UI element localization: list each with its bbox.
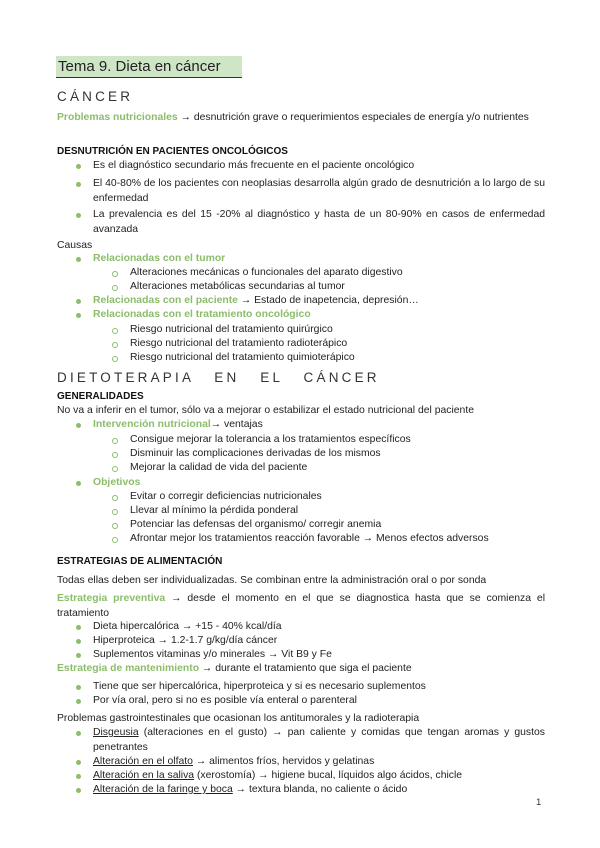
page-number: 1 xyxy=(536,797,542,808)
intro-text: → desnutrición grave o requerimientos especiales de energía y/o nutrientes xyxy=(177,112,529,123)
intro-paragraph xyxy=(57,111,545,126)
section-heading-dietoterapia: DIETOTERAPIA EN EL CÁNCER xyxy=(57,370,380,385)
section-heading-cancer: CÁNCER xyxy=(57,89,134,104)
preventiva-paragraph: Estrategia preventiva → desde el momento en el que se diagnostica hasta que se comienza el tratamiento xyxy=(57,593,546,619)
page-title: Tema 9. Dieta en cáncer xyxy=(56,56,242,78)
problemas-text: Problemas gastrointestinales que ocasionan los antitumorales y la radioterapia xyxy=(57,713,420,724)
generalidades-text: No va a inferir en el tumor, sólo va a mejorar o estabilizar el estado nutricional del paciente xyxy=(57,405,474,416)
document-page: Tema 9. Dieta en cáncer CÁNCER Problemas nutricionales → desnutrición grave o requerimientos especiales de energía y/o nutrientes DESNUTRICIÓN EN PACIENTES ONCOLÓGICOS Es el diagnóstico secundario más frecuente en el paciente oncológico El 40-80% de los pacientes con neoplasias desarrolla algún grado de desnutrición a lo largo de su enfermedad La prevalencia es del 15 -20% al diagnóstico y hasta de un 80-90% en casos de enfermedad avanzada Causas Relacionadas con el tumor Alteraciones mecánicas o funcionales del aparato digestivo Alteraciones metabólicas secundarias al tumor Relacionadas con el paciente → Estado de inapetencia, depresión… Relacionadas con el tratamiento oncológico Riesgo nutricional del tratamiento quirúrgico Riesgo nutricional del tratamiento radioterápico Riesgo nutricional del tratamiento quimioterápico DIETOTERAPIA EN EL CÁNCER GENERALIDADES No va a inferir en el tumor, sólo va a mejorar o estabilizar el estado nutricional del paciente Intervención nutricional→ ventajas Consigue mejorar la tolerancia a los tratamientos específicos Disminuir las complicaciones derivadas de los mismos Mejorar la calidad de vida del paciente Objetivos Evitar o corregir deficiencias nutricionales Llevar al mínimo la pérdida ponderal Potenciar las defensas del organismo/ corregir anemia Afrontar mejor los tratamientos reacción favorable → Menos efectos adversos ESTRATEGIAS DE ALIMENTACIÓN Todas ellas deben ser individualizadas. Se combinan entre la administración oral o por sonda Estrategia preventiva → desde el momento en el que se diagnostica hasta que se comienza el tratamiento Dieta hipercalórica → +15 - 40% kcal/día Hiperproteica → 1.2-1.7 g/kg/día cáncer Suplementos vitaminas y/o minerales → Vit B9 y Fe Estrategia de mantenimiento → durante el tratamiento que siga el paciente Tiene que ser hipercalórica, hiperproteica y si es necesario suplementos Por vía oral, pero si no es posible vía enteral o parenteral Problemas gastrointestinales que ocasionan los antitumorales y la radioterapia Disgeusia (alteraciones en el gusto) → pan caliente y comidas que tengan aromas y gustos penetrantes Alteración en el olfato → alimentos fríos, hervidos y gelatinas Alteración en la saliva (xerostomía) → higiene bucal, líquidos algo ácidos, chicle Alteración de la faringe y boca → textura blanda, no caliente o ácido 1 xyxy=(0,0,600,848)
estrategias-text: Todas ellas deben ser individualizadas. Se combinan entre la administración oral o por sonda xyxy=(57,575,487,586)
causas-label: Causas xyxy=(57,240,93,251)
desnutricion-heading: DESNUTRICIÓN EN PACIENTES ONCOLÓGICOS xyxy=(57,146,288,157)
estrategias-heading: ESTRATEGIAS DE ALIMENTACIÓN xyxy=(57,556,223,567)
mantenimiento-paragraph: Estrategia de mantenimiento → durante el tratamiento que siga el paciente xyxy=(57,663,412,674)
generalidades-heading: GENERALIDADES xyxy=(57,391,144,402)
intro-label: Problemas nutricionales xyxy=(57,112,178,123)
